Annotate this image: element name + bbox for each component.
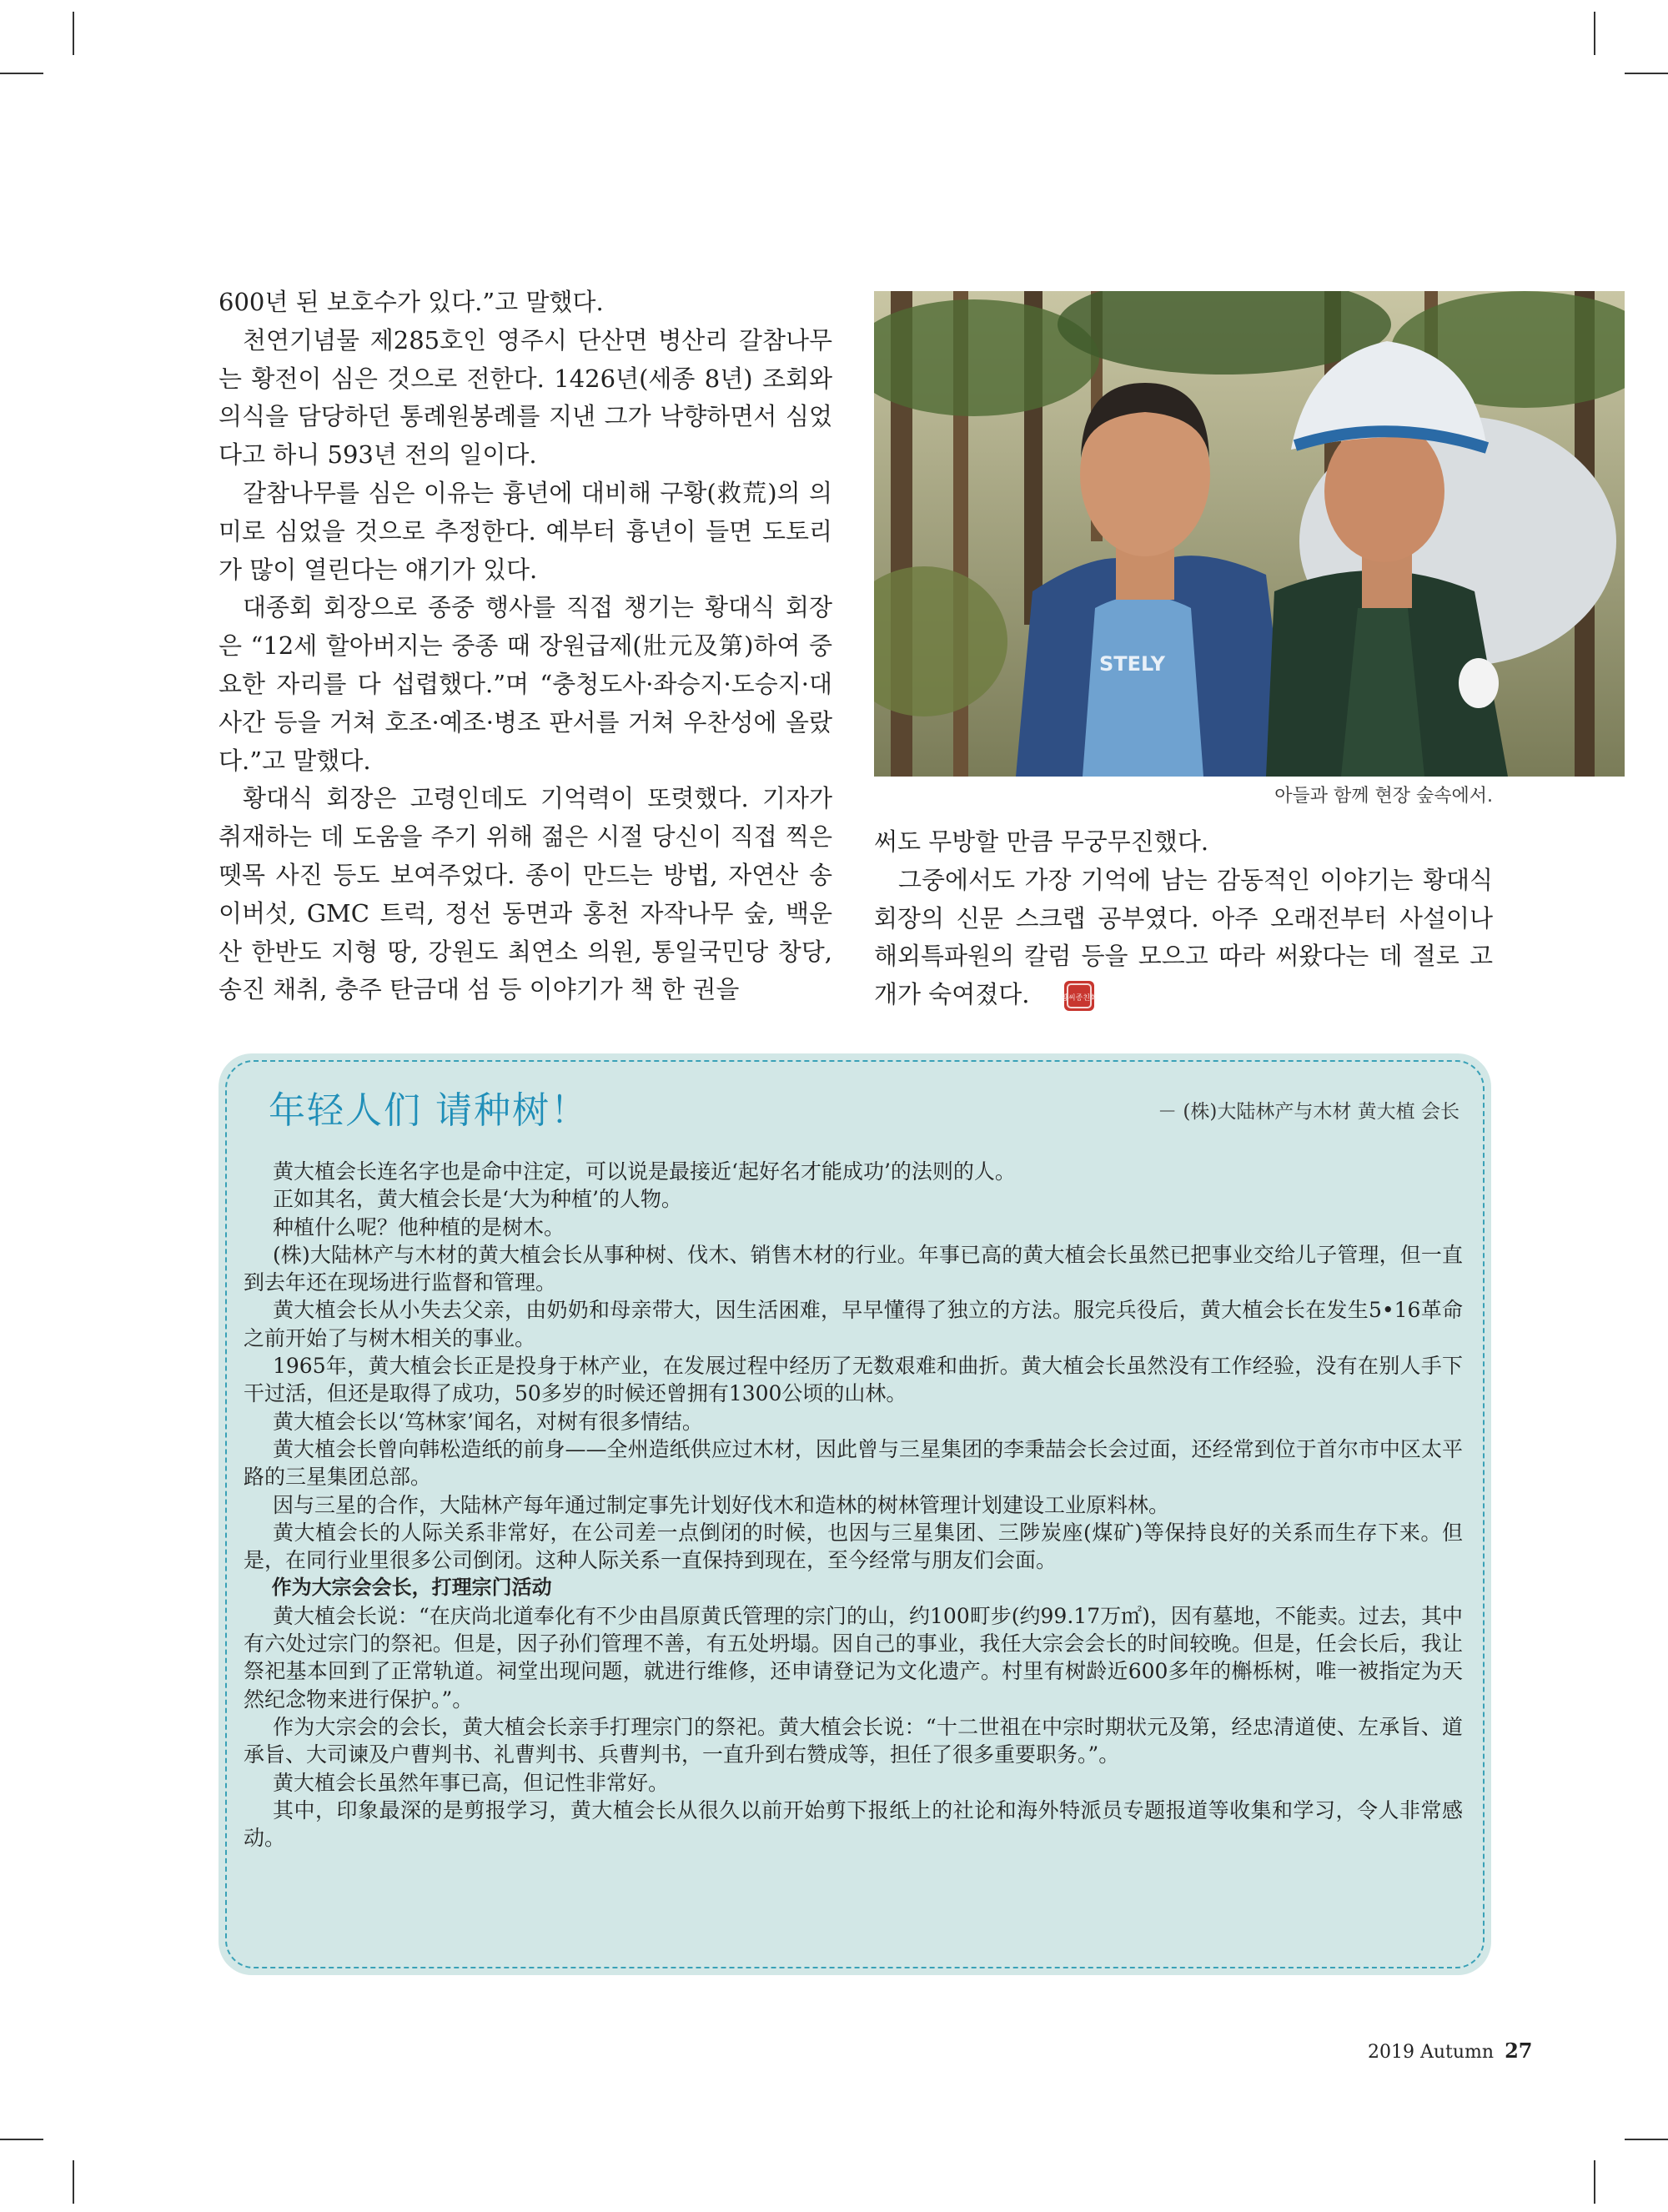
article-paragraph: 써도 무방할 만큼 무궁무진했다. [874, 827, 1209, 856]
box-byline: － (株)大陆林产与木材 黄大植 会长 [1158, 1101, 1460, 1123]
crop-mark [73, 12, 74, 55]
box-paragraph: 黄大植会长从小失去父亲，由奶奶和母亲带大，因生活困难，早早懂得了独立的方法。服完兵役后，黄大植会长在发生5•16革命之前开始了与树木相关的事业。 [244, 1298, 1463, 1350]
box-paragraph: (株)大陆林产与木材的黄大植会长从事种树、伐木、销售木材的行业。年事已高的黄大植会长虽然已把事业交给儿子管理，但一直到去年还在现场进行监督和管理。 [244, 1242, 1463, 1295]
article-paragraph: 천연기념물 제285호인 영주시 단산면 병산리 갈참나무는 황전이 심은 것으로 전한다. 1426년(세종 8년) 조회와 의식을 담당하던 통례원봉례를 지낸 그가 낙향하면서 심었다고 하니 593년 전의 일이다. [219, 325, 832, 470]
box-paragraph: 黄大植会长虽然年事已高，但记性非常好。 [273, 1770, 670, 1795]
box-paragraph: 黄大植会长以‘笃林家’闻名，对树有很多情结。 [273, 1409, 703, 1434]
page-number: 27 [1505, 2039, 1533, 2063]
article-paragraph: 갈참나무를 심은 이유는 흉년에 대비해 구황(救荒)의 의미로 심었을 것으로 추정한다. 예부터 흉년이 들면 도토리가 많이 열린다는 얘기가 있다. [219, 478, 832, 584]
box-paragraph: 黄大植会长曾向韩松造纸的前身——全州造纸供应过木材，因此曾与三星集团的李秉喆会长会过面，还经常到位于首尔市中区太平路的三星集团总部。 [244, 1436, 1463, 1490]
issue-label: 2019 Autumn [1368, 2042, 1495, 2063]
crop-mark [1625, 2139, 1668, 2140]
crop-mark [1594, 2160, 1595, 2204]
photo-caption: 아들과 함께 현장 숲속에서. [1274, 786, 1493, 807]
box-body [244, 1158, 1463, 1852]
box-title: 年轻人们 请种树！ [269, 1089, 589, 1132]
article-left-column [219, 284, 832, 1009]
seal-text: 황씨종친회 [1062, 994, 1096, 1003]
article-right-column [874, 823, 1493, 1014]
box-paragraph: 正如其名，黄大植会长是‘大为种植’的人物。 [273, 1187, 682, 1212]
page-footer [1368, 2039, 1532, 2063]
crop-mark [1594, 12, 1595, 55]
photo-father-and-son [874, 291, 1625, 777]
box-paragraph: 种植什么呢？他种植的是树木。 [273, 1214, 565, 1239]
crop-mark [0, 73, 43, 74]
chinese-summary-box [219, 1053, 1491, 1975]
article-paragraph-text: 그중에서도 가장 기억에 남는 감동적인 이야기는 황대식 회장의 신문 스크랩 공부였다. 아주 오래전부터 사설이나 해외특파원의 칼럼 등을 모으고 따라 써왔다는 데 절로 고개가 숙여졌다. [874, 865, 1493, 1009]
article-paragraph: 600년 된 보호수가 있다.”고 말했다. [219, 288, 604, 316]
crop-mark [0, 2139, 43, 2140]
article-paragraph: 황대식 회장은 고령인데도 기억력이 또렷했다. 기자가 취재하는 데 도움을 주기 위해 젊은 시절 당신이 직접 찍은 뗏목 사진 등도 보여주었다. 종이 만드는 방법, 자연산 송이버섯, GMC 트럭, 정선 동면과 홍천 자작나무 숲, 백운산 한반도 지형 땅, 강원도 최연소 의원, 통일국민당 창당, 송진 채취, 충주 탄금대 섬 등 이야기가 책 한 권을 [219, 784, 832, 1004]
box-paragraph: 黄大植会长连名字也是命中注定，可以说是最接近‘起好名才能成功’的法则的人。 [273, 1159, 1016, 1184]
box-subheading: 作为大宗会会长，打理宗门活动 [271, 1576, 552, 1600]
crop-mark [1625, 73, 1668, 74]
box-paragraph: 黄大植会长的人际关系非常好，在公司差一点倒闭的时候，也因与三星集团、三陟炭座(煤矿)等保持良好的关系而生存下来。但是，在同行业里很多公司倒闭。这种人际关系一直保持到现在，至今经常与朋友们会面。 [244, 1520, 1463, 1573]
shirt-print: STELY [1099, 652, 1165, 676]
box-paragraph: 黄大植会长说：“在庆尚北道奉化有不少由昌原黄氏管理的宗门的山，约100町步(约99.17万㎡)，因有墓地，不能卖。过去，其中有六处过宗门的祭祀。但是，因子孙们管理不善，有五处坍塌。因自己的事业，我任大宗会会长的时间较晚。但是，任会长后，我让祭祀基本回到了正常轨道。祠堂出现问题，就进行维修，还申请登记为文化遗产。村里有树龄近600多年的槲栎树，唯一被指定为天然纪念物来进行保护。”。 [244, 1603, 1463, 1712]
article-paragraph [874, 862, 1493, 1014]
box-paragraph: 作为大宗会的会长，黄大植会长亲手打理宗门的祭祀。黄大植会长说：“十二世祖在中宗时期状元及第，经忠清道使、左承旨、道承旨、大司谏及户曹判书、礼曹判书、兵曹判书，一直升到右赞成等，担任了很多重要职务。”。 [244, 1714, 1463, 1767]
article-paragraph: 대종회 회장으로 종중 행사를 직접 챙기는 황대식 회장은 “12세 할아버지는 중종 때 장원급제(壯元及第)하여 중요한 자리를 다 섭렵했다.”며 “충청도사·좌승지·도승지·대사간 등을 거쳐 호조·예조·병조 판서를 거쳐 우찬성에 올랐다.”고 말했다. [219, 593, 832, 775]
box-paragraph: 因与三星的合作，大陆林产每年通过制定事先计划好伐木和造林的树林管理计划建设工业原料林。 [273, 1492, 1170, 1517]
crop-mark [73, 2160, 74, 2204]
end-seal-icon [1038, 979, 1096, 1013]
box-paragraph: 1965年，黄大植会长正是投身于林产业，在发展过程中经历了无数艰难和曲折。黄大植会长虽然没有工作经验，没有在别人手下干过活，但还是取得了成功，50多岁的时候还曾拥有1300公顷的山林。 [244, 1354, 1463, 1406]
box-paragraph: 其中，印象最深的是剪报学习，黄大植会长从很久以前开始剪下报纸上的社论和海外特派员专题报道等收集和学习，令人非常感动。 [244, 1797, 1463, 1851]
